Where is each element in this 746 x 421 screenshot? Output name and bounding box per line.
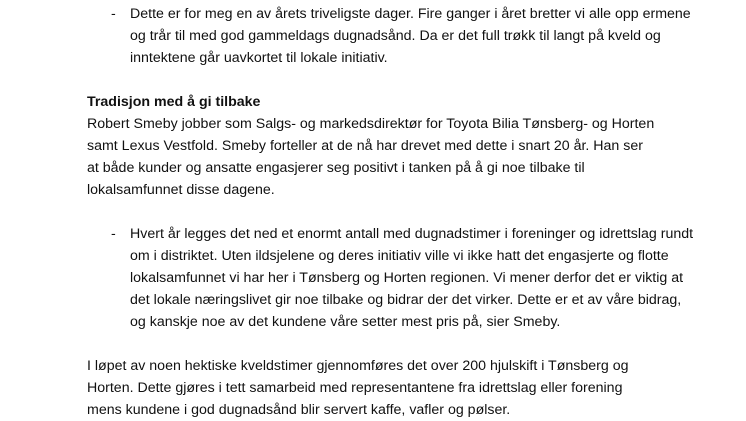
bullet-dash: - (111, 226, 116, 242)
document-body (87, 3, 694, 421)
spacer (87, 333, 687, 355)
paragraph-1: Robert Smeby jobber som Salgs- og markedsdirektør for Toyota Bilia Tønsberg- og Horten samt Lexus Vestfold. Smeby forteller at de nå har drevet med dette i snart 20 år. Han ser at både kunder og ansatte engasjerer seg positivt i tanken på å gi noe tilbake til lokalsamfunnet disse dagene. (87, 116, 655, 198)
quote-text-1: Dette er for meg en av årets triveligste dager. Fire ganger i året bretter vi alle opp ermene og trår til med god gammeldags dugnadsånd. Da er det full trøkk til langt på kveld og inntektene går uavkortet til lokale initiativ. (130, 6, 691, 66)
spacer (87, 201, 687, 223)
paragraph-2: I løpet av noen hektiske kveldstimer gjennomføres det over 200 hjulskift i Tønsberg og Horten. Dette gjøres i tett samarbeid med representantene fra idrettslag eller forening mens kundene i god dugnadsånd blir servert kaffe, vafler og pølser. (87, 358, 629, 418)
quote-bullet-1 (87, 3, 700, 69)
bullet-dash: - (111, 6, 116, 22)
quote-text-2: Hvert år legges det ned et enormt antall med dugnadstimer i foreninger og idrettslag rundt om i distriktet. Uten ildsjelene og deres initiativ ville vi ikke hatt det engasjerte og flotte lokalsamfunnet vi har her i Tønsberg og Horten regionen. Vi mener derfor det er viktig at det lokale næringslivet gir noe tilbake og bidrar der det virker. Dette er et av våre bidrag, og kanskje noe av det kundene våre setter mest pris på, sier Smeby. (130, 226, 694, 330)
quote-bullet-2 (87, 223, 700, 333)
section-heading: Tradisjon med å gi tilbake (87, 94, 261, 110)
